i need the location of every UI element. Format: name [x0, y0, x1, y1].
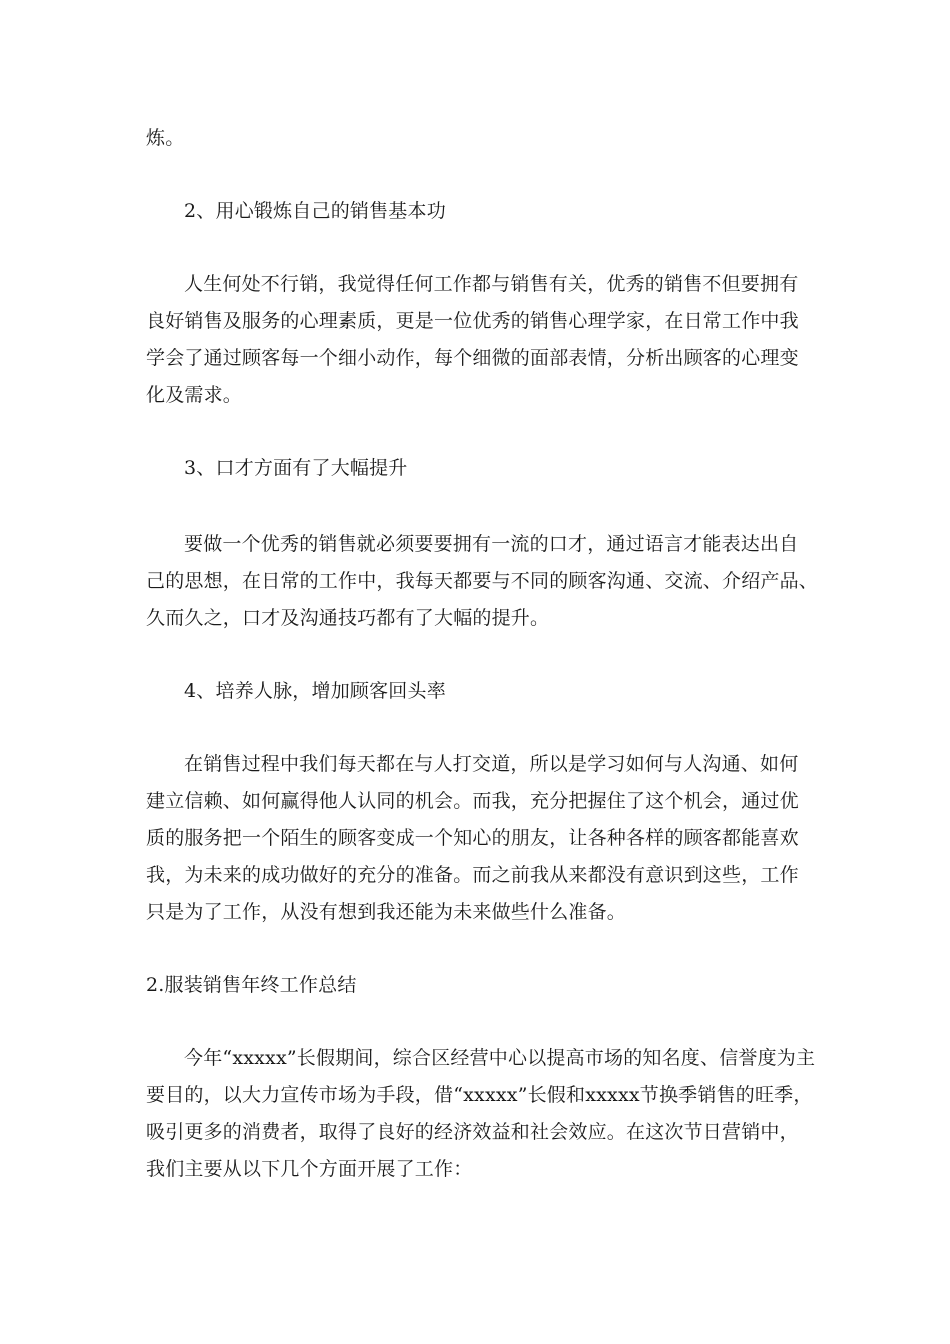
paragraph-line: 我，为未来的成功做好的充分的准备。而之前我从来都没有意识到这些，工作: [146, 864, 799, 886]
section-heading-2: 2、用心锻炼自己的销售基本功: [184, 200, 446, 222]
paragraph-line: 建立信赖、如何赢得他人认同的机会。而我，充分把握住了这个机会，通过优: [146, 790, 799, 812]
paragraph-line: 今年“xxxxx”长假期间，综合区经营中心以提高市场的知名度、信誉度为主: [184, 1047, 816, 1069]
paragraph-line: 只是为了工作，从没有想到我还能为未来做些什么准备。: [146, 901, 627, 923]
section-heading-3: 3、口才方面有了大幅提升: [184, 457, 408, 479]
paragraph-line: 质的服务把一个陌生的顾客变成一个知心的朋友，让各种各样的顾客都能喜欢: [146, 827, 799, 849]
paragraph-line: 学会了通过顾客每一个细小动作，每个细微的面部表情，分析出顾客的心理变: [146, 347, 799, 369]
paragraph-continuation-line: 炼。: [146, 127, 185, 149]
paragraph-line: 要目的，以大力宣传市场为手段，借“xxxxx”长假和xxxxx节换季销售的旺季，: [146, 1084, 813, 1106]
paragraph-line: 在销售过程中我们每天都在与人打交道，所以是学习如何与人沟通、如何: [184, 753, 799, 775]
paragraph-line: 化及需求。: [146, 384, 243, 406]
paragraph-line: 吸引更多的消费者，取得了良好的经济效益和社会效应。在这次节日营销中，: [146, 1121, 799, 1143]
paragraph-line: 良好销售及服务的心理素质，更是一位优秀的销售心理学家，在日常工作中我: [146, 310, 799, 332]
paragraph-line: 要做一个优秀的销售就必须要要拥有一流的口才，通过语言才能表达出自: [184, 533, 799, 555]
paragraph-line: 人生何处不行销，我觉得任何工作都与销售有关，优秀的销售不但要拥有: [184, 273, 799, 295]
section-heading-4: 4、培养人脉，增加顾客回头率: [184, 680, 446, 702]
paragraph-line: 久而久之，口才及沟通技巧都有了大幅的提升。: [146, 607, 550, 629]
paragraph-line: 己的思想，在日常的工作中，我每天都要与不同的顾客沟通、交流、介绍产品、: [146, 570, 819, 592]
article-title: 2.服装销售年终工作总结: [146, 974, 357, 996]
paragraph-line: 我们主要从以下几个方面开展了工作：: [146, 1158, 473, 1180]
